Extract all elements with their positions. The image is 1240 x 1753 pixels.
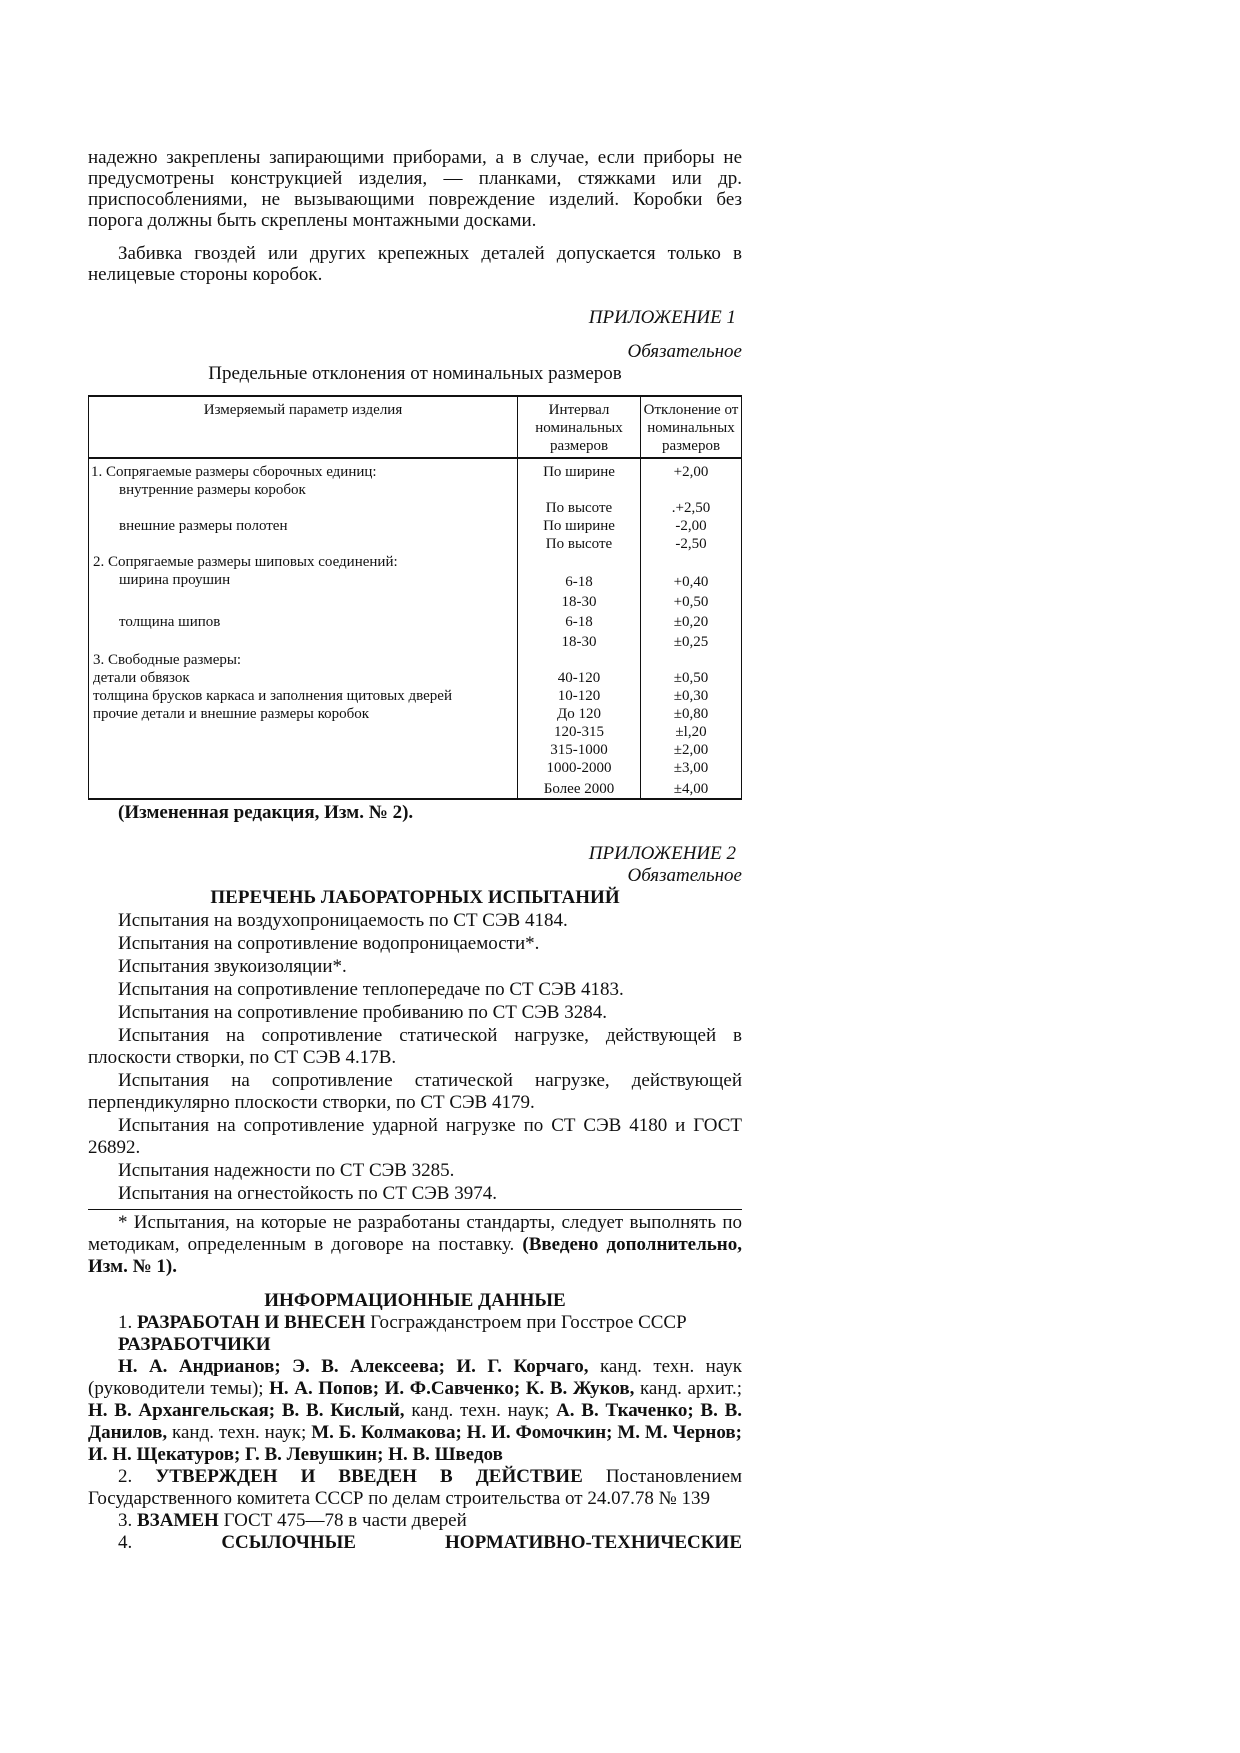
info-item-3: 3. ВЗАМЕН ГОСТ 475—78 в части дверей (118, 1510, 467, 1531)
intro-paragraph-2: Забивка гвоздей или других крепежных деталей допускается только в нелицевые стороны коробок. (88, 243, 742, 285)
list-item: Испытания на сопротивление водопроницаемости*. (118, 933, 540, 954)
lab-tests-list (88, 910, 742, 1205)
table-row: внешние размеры полотен По ширине -2,00 (89, 517, 742, 535)
table-header-deviation: Отклонение от номинальных размеров (641, 396, 742, 458)
list-item: Испытания звукоизоляции*. (118, 956, 347, 977)
table-title: Предельные отклонения от номинальных размеров (208, 363, 622, 384)
appendix-1-title: ПРИЛОЖЕНИЕ 1 (588, 307, 736, 328)
document-page (88, 0, 742, 1554)
footnote (88, 1212, 742, 1278)
deviations-table (88, 395, 742, 800)
list-item: Испытания на огнестойкость по СТ СЭВ 3974. (118, 1183, 497, 1204)
appendix-1-status: Обязательное (627, 341, 742, 362)
table-row: По высоте -2,50 (89, 535, 742, 553)
table-row: ширина проушин 6-18 +0,40 (89, 571, 742, 591)
table-row: внутренние размеры коробок (89, 481, 742, 499)
table-row: По высоте .+2,50 (89, 499, 742, 517)
appendix-2-title: ПРИЛОЖЕНИЕ 2 (588, 843, 736, 864)
table-row: прочие детали и внешние размеры коробок До 120 ±0,80 (89, 705, 742, 723)
amendment-note: (Измененная редакция, Изм. № 2). (118, 802, 414, 823)
table-row: толщина шипов 6-18 ±0,20 (89, 611, 742, 631)
table-row: 315-1000 ±2,00 (89, 741, 742, 759)
table-header-param: Измеряемый параметр изделия (89, 396, 518, 458)
footnote-amendment: (Введено дополнительно, Изм. № 1). (88, 1234, 743, 1277)
footnote-text: * Испытания, на которые не разработаны стандарты, следует выполнять по методикам, определенным в договоре на поставку. (88, 1212, 742, 1255)
table-row: детали обвязок 40-120 ±0,50 (89, 669, 742, 687)
list-item: Испытания на сопротивление теплопередаче по СТ СЭВ 4183. (118, 979, 624, 1000)
intro-paragraph-1: надежно закреплены запирающими приборами, а в случае, если приборы не предусмотрены конструкцией изделия, — планками, стяжками или др. приспособлениями, не вызывающими повреждение изделий. Коробки без порога должны быть скреплены монтажными досками. (88, 147, 742, 231)
table-row: Более 2000 ±4,00 (89, 777, 742, 799)
info-item-1: 1. РАЗРАБОТАН И ВНЕСЕН Госгражданстроем при Госстрое СССР (118, 1312, 687, 1333)
appendix-2-status: Обязательное (627, 865, 742, 886)
list-item: Испытания на сопротивление пробиванию по СТ СЭВ 3284. (118, 1002, 607, 1023)
list-item: Испытания на сопротивление статической нагрузке, действующей в плоскости створки, по СТ СЭВ 4.17В. (88, 1025, 742, 1068)
table-row: 2. Сопрягаемые размеры шиповых соединений: (89, 553, 742, 571)
list-item: Испытания на сопротивление статической нагрузке, действующей перпендикулярно плоскости створки, по СТ СЭВ 4179. (88, 1070, 742, 1113)
table-row: 3. Свободные размеры: (89, 651, 742, 669)
table-row: 1000-2000 ±3,00 (89, 759, 742, 777)
info-heading: ИНФОРМАЦИОННЫЕ ДАННЫЕ (264, 1290, 566, 1311)
developers-list: Н. А. Андрианов; Э. В. Алексеева; И. Г. Корчаго, канд. техн. наук (руководители темы); Н. А. Попов; И. Ф.Савченко; К. В. Жуков, канд. архит.; Н. В. Архангельская; В. В. Кислый, канд. техн. наук; А. В. Ткаченко; В. В. Данилов, канд. техн. наук; М. Б. Колмакова; Н. И. Фомочкин; М. М. Чернов; И. Н. Щекатуров; Г. В. Левушкин; Н. В. Шведов (88, 1356, 743, 1465)
list-item: Испытания надежности по СТ СЭВ 3285. (118, 1160, 455, 1181)
developers-heading: РАЗРАБОТЧИКИ (118, 1334, 271, 1355)
table-row: 1. Сопрягаемые размеры сборочных единиц: По ширине +2,00 (89, 458, 742, 481)
info-item-2: 2. УТВЕРЖДЕН И ВВЕДЕН В ДЕЙСТВИЕ Постановлением Государственного комитета СССР по делам строительства от 24.07.78 № 139 (88, 1466, 743, 1509)
table-row: 120-315 ±l,20 (89, 723, 742, 741)
table-row: толщина брусков каркаса и заполнения щитовых дверей 10-120 ±0,30 (89, 687, 742, 705)
list-item: Испытания на воздухопроницаемость по СТ СЭВ 4184. (118, 910, 568, 931)
table-row: 18-30 ±0,25 (89, 631, 742, 651)
footnote-divider (88, 1209, 742, 1210)
table-row: 18-30 +0,50 (89, 591, 742, 611)
lab-tests-heading: ПЕРЕЧЕНЬ ЛАБОРАТОРНЫХ ИСПЫТАНИЙ (210, 887, 620, 908)
table-header-interval: Интервал номинальных размеров (518, 396, 641, 458)
info-item-4: 4. ССЫЛОЧНЫЕ НОРМАТИВНО-ТЕХНИЧЕСКИЕ (118, 1532, 742, 1553)
list-item: Испытания на сопротивление ударной нагрузке по СТ СЭВ 4180 и ГОСТ 26892. (88, 1115, 742, 1158)
